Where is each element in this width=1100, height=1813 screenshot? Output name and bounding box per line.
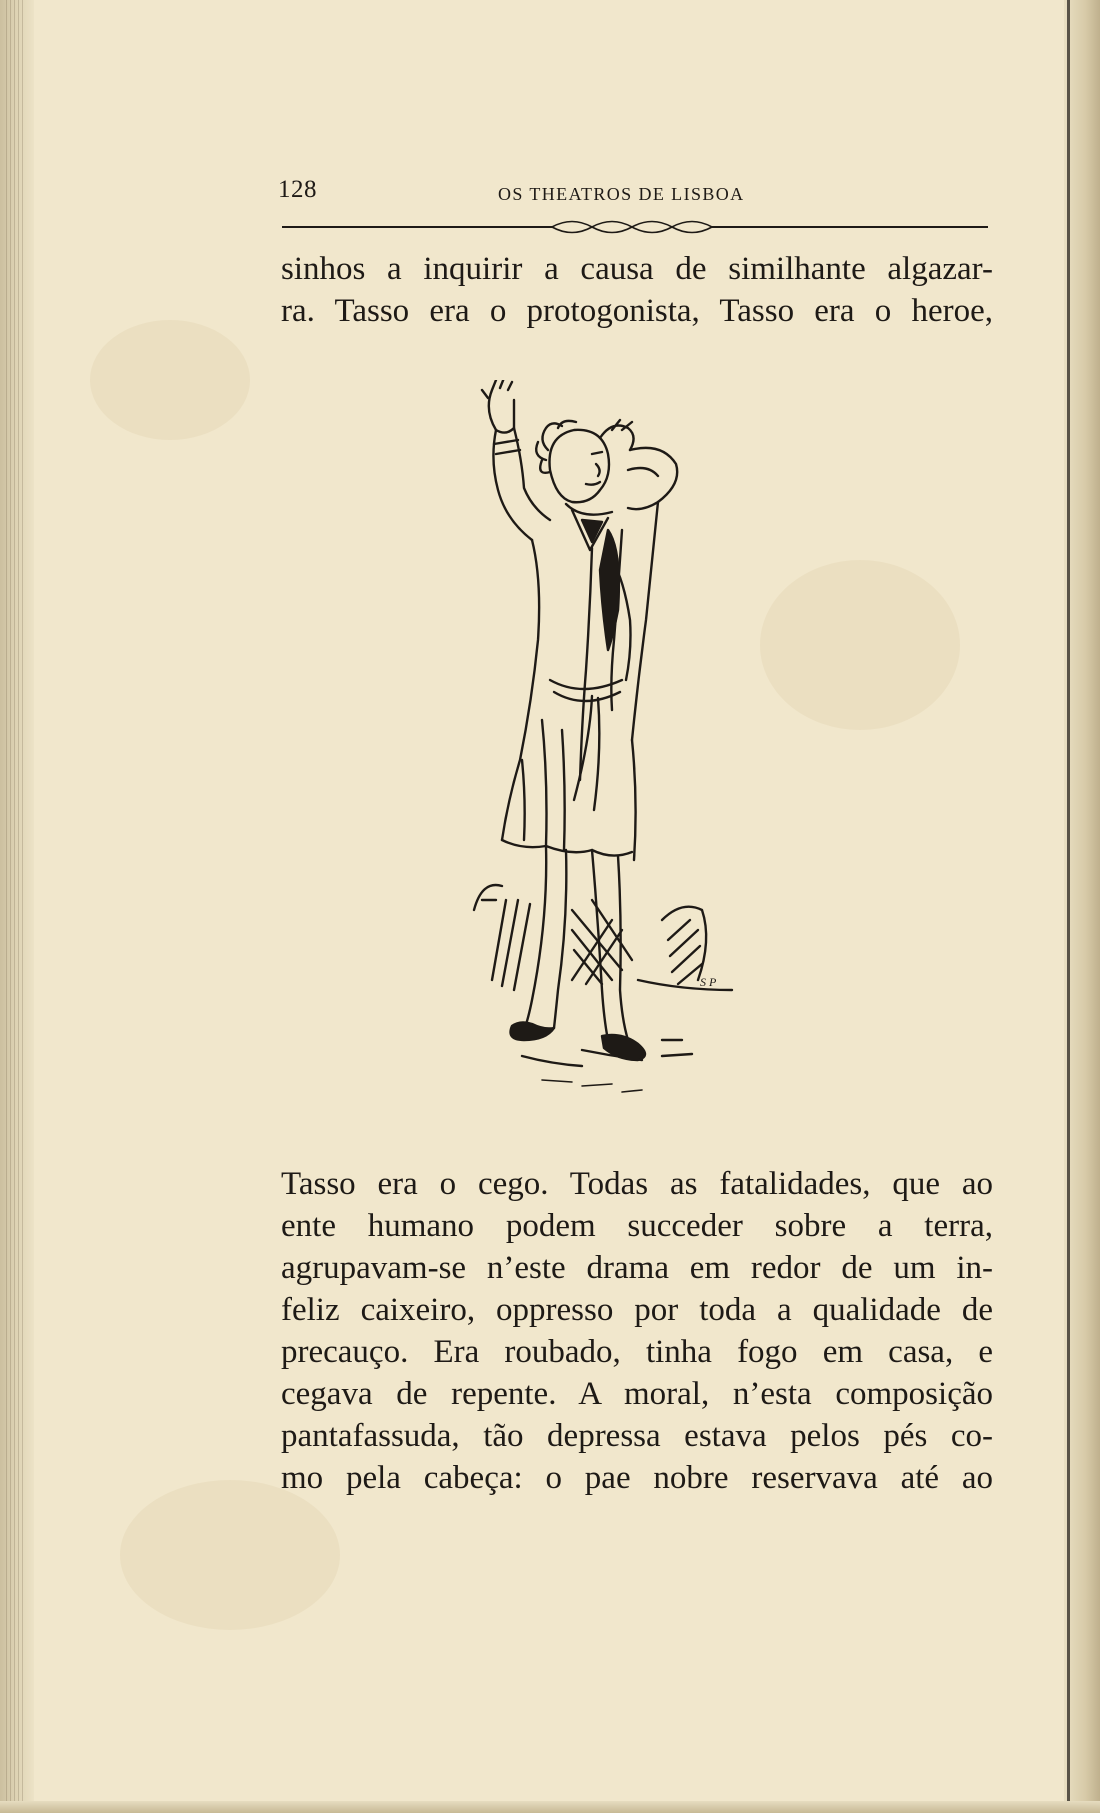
body-text-top <box>281 248 993 332</box>
text-line: Tasso era o cego. Todas as fatalidades, que ao <box>281 1166 993 1202</box>
ornamental-rule <box>282 216 988 238</box>
text-line: ente humano podem succeder sobre a terra, <box>281 1208 993 1244</box>
page-bottom-edge <box>0 1801 1100 1813</box>
page-binding-edges <box>6 0 24 1813</box>
running-title: OS THEATROS DE LISBOA <box>498 184 745 204</box>
text-line: precauço. Era roubado, tinha fogo em casa, e <box>281 1334 993 1370</box>
page-number: 128 <box>278 176 317 203</box>
paper-stain <box>90 320 250 440</box>
text-line: cegava de repente. A moral, n’esta composição <box>281 1376 993 1412</box>
text-line: sinhos a inquirir a causa de similhante algazar- <box>281 251 993 287</box>
text-line: pantafassuda, tão depressa estava pelos pés co- <box>281 1418 993 1454</box>
text-line: feliz caixeiro, oppresso por toda a qualidade de <box>281 1292 993 1328</box>
paper-stain <box>120 1480 340 1630</box>
body-text-bottom <box>281 1163 993 1499</box>
page-right-shadow <box>1067 0 1070 1813</box>
engraving-illustration <box>462 380 812 1110</box>
text-line: agrupavam-se n’este drama em redor de um in- <box>281 1250 993 1286</box>
text-line: mo pela cabeça: o pae nobre reservava até ao <box>281 1460 993 1496</box>
text-line: ra. Tasso era o protogonista, Tasso era o heroe, <box>281 293 993 329</box>
illustration-signature: S P <box>700 975 717 989</box>
